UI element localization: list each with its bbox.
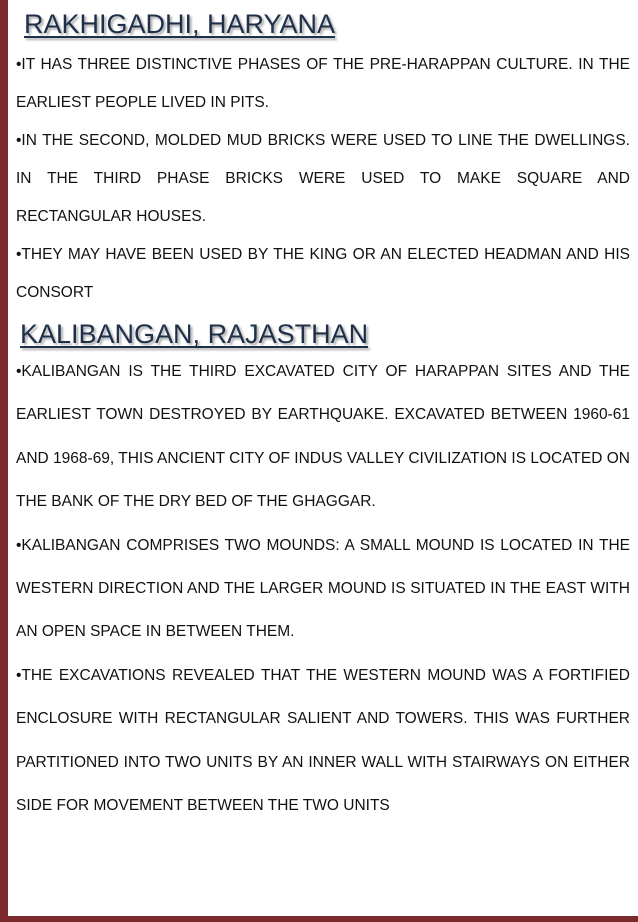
paragraph: •THEY MAY HAVE BEEN USED BY THE KING OR AN ELECTED HEADMAN AND HIS CONSORT [16, 246, 630, 301]
paragraph: •KALIBANGAN COMPRISES TWO MOUNDS: A SMALL MOUND IS LOCATED IN THE WESTERN DIRECTION AND THE LARGER MOUND IS SITUATED IN THE EAST WITH AN OPEN SPACE IN BETWEEN THEM. [16, 536, 630, 641]
left-accent-bar [0, 0, 8, 922]
section-kalibangan [16, 312, 630, 827]
section-title-kalibangan: KALIBANGAN, RAJASTHAN [20, 319, 369, 349]
section-rakhigadhi [16, 0, 630, 312]
section-title-rakhigadhi: RAKHIGADHI, HARYANA [24, 9, 336, 39]
paragraph: •IN THE SECOND, MOLDED MUD BRICKS WERE USED TO LINE THE DWELLINGS. IN THE THIRD PHASE BRICKS WERE USED TO MAKE SQUARE AND RECTANGULAR HOUSES. [16, 132, 630, 225]
paragraph: •THE EXCAVATIONS REVEALED THAT THE WESTERN MOUND WAS A FORTIFIED ENCLOSURE WITH RECTANGULAR SALIENT AND TOWERS. THIS WAS FURTHER PARTITIONED INTO TWO UNITS BY AN INNER WALL WITH STAIRWAYS ON EITHER SIDE FOR MOVEMENT BETWEEN THE TWO UNITS [16, 666, 630, 815]
paragraph: •KALIBANGAN IS THE THIRD EXCAVATED CITY OF HARAPPAN SITES AND THE EARLIEST TOWN DESTROYED BY EARTHQUAKE. EXCAVATED BETWEEN 1960-61 AND 1968-69, THIS ANCIENT CITY OF INDUS VALLEY CIVILIZATION IS LOCATED ON THE BANK OF THE DRY BED OF THE GHAGGAR. [16, 363, 630, 511]
bottom-accent-bar [0, 916, 638, 922]
slide-content [16, 0, 630, 827]
paragraph: •IT HAS THREE DISTINCTIVE PHASES OF THE PRE-HARAPPAN CULTURE. IN THE EARLIEST PEOPLE LIVED IN PITS. [16, 56, 630, 111]
